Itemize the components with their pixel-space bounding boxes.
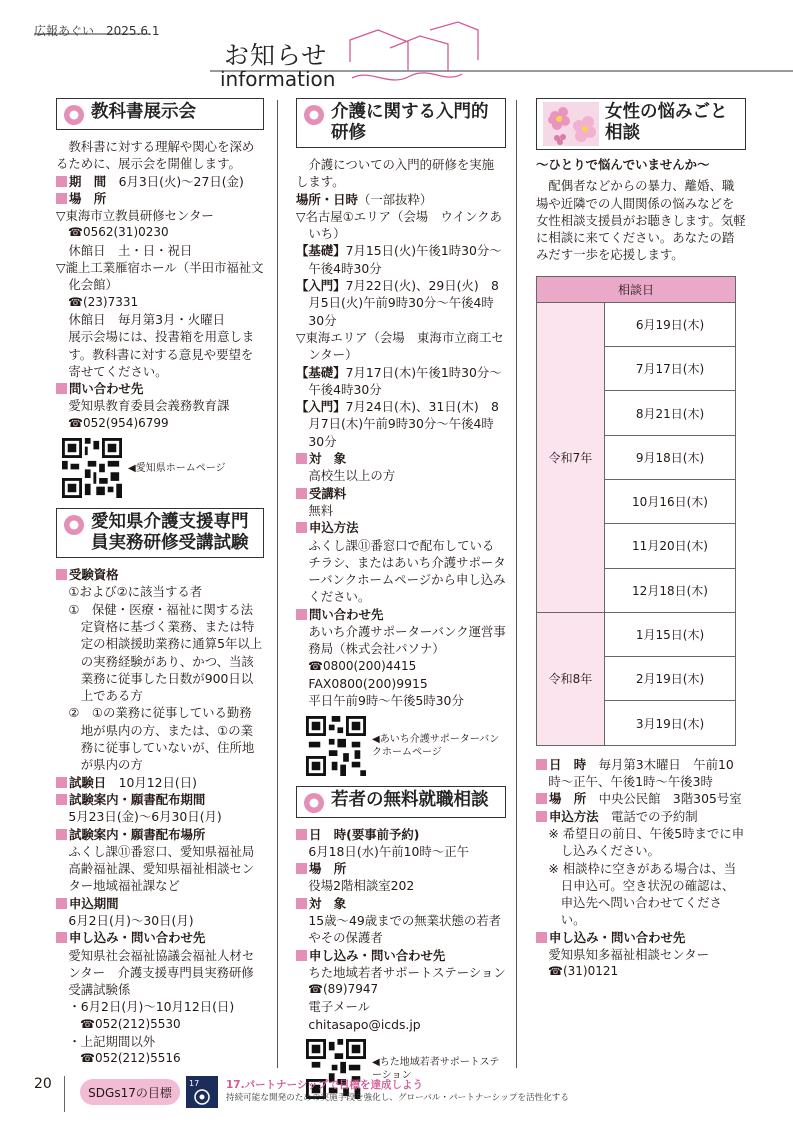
- header-decoration: [0, 0, 793, 100]
- label-note: （一部抜粋）: [357, 191, 433, 207]
- closed-days: 休館日 毎月第3月・火曜日: [68, 311, 225, 327]
- email-label: 電子メール: [308, 999, 371, 1015]
- section-title: 女性の悩みごと相談: [605, 102, 728, 143]
- value: 毎月第3木曜日 午前10時～正午、午後1時～午後3時: [548, 756, 734, 790]
- consultation-schedule-table: [536, 276, 736, 746]
- qr-caption: ◀ちた地域若者サポートステーション: [372, 1057, 500, 1082]
- table-header-row: [537, 276, 736, 302]
- label: 受験資格: [69, 567, 119, 583]
- phone-icon: ☎: [80, 1016, 95, 1031]
- date-cell: 6月19日(木): [605, 302, 736, 346]
- phone-line: ☎052(954)6799: [68, 415, 169, 430]
- label-marker: [56, 569, 67, 580]
- phone-line: ☎052(212)5530: [80, 1016, 181, 1031]
- column-3: [536, 98, 746, 981]
- qr-code-icon[interactable]: [62, 438, 122, 498]
- sdg-17-icon: [186, 1076, 218, 1108]
- sdg-description: 持続可能な開発のための実施手段を強化し、グローバル・パートナーシップを活性化する: [226, 1093, 569, 1103]
- value: 6月18日(水)午前10時～正午: [308, 843, 469, 859]
- label: 対 象: [309, 895, 347, 911]
- label-marker: [536, 793, 547, 804]
- page-subtitle-en: information: [220, 67, 336, 91]
- fax-line: FAX0800(200)9915: [308, 675, 428, 691]
- value: 中央公民館 3階305号室: [598, 791, 742, 807]
- section-intro: 配偶者などからの暴力、離婚、職場や近隣での人間関係の悩みなどを女性相談支援員がお聴きします。気軽に相談に来てください。あなたの踏みだす一歩を応援します。: [536, 178, 746, 263]
- contact-period: ・上記期間以外: [68, 1034, 156, 1050]
- date-cell: 10月16日(木): [605, 479, 736, 523]
- value: 10月12日(日): [118, 774, 197, 790]
- phone-icon: ☎: [80, 1051, 95, 1066]
- phone-icon: ☎: [308, 658, 323, 673]
- label-marker: [296, 609, 307, 620]
- label-marker: [56, 777, 67, 788]
- section-title: 愛知県介護支援専門員実務研修受講試験: [91, 512, 249, 554]
- label-marker: [296, 863, 307, 874]
- section-title: 教科書展示会: [91, 102, 196, 122]
- label-marker: [296, 898, 307, 909]
- label: 申し込み・問い合わせ先: [549, 929, 686, 945]
- tag-basic: 【基礎】: [296, 364, 346, 380]
- label: 場 所: [69, 190, 107, 206]
- value: ふくし課⑪番窓口で配布しているチラシ、またはあいち介護サポーターバンクホームページから申し込みください。: [308, 537, 506, 605]
- value: 15歳～49歳までの無業状態の若者やその保護者: [308, 912, 502, 946]
- table-row: [537, 302, 736, 346]
- label: 場 所: [549, 791, 587, 807]
- phone-line: ☎(23)7331: [68, 294, 139, 309]
- area-line: ▽東海エリア（会場 東海市立商工センター）: [296, 329, 504, 363]
- label: 場 所: [309, 861, 347, 877]
- label: 受講料: [309, 485, 347, 501]
- page-title: お知らせ: [224, 41, 328, 70]
- label: 期 間: [69, 173, 107, 189]
- note: 展示会場には、投書箱を用意します。教科書に対する意見や要望を寄せてください。: [68, 329, 255, 379]
- sdg-title: 17.パートナーシップで目標を達成しよう: [226, 1079, 423, 1091]
- pink-bullet-icon: [63, 514, 85, 536]
- phone-icon: ☎: [308, 982, 323, 997]
- note: ※ 希望日の前日、午後5時までに申し込みください。: [548, 825, 745, 859]
- phone-icon: ☎: [548, 964, 563, 979]
- era-cell: 令和7年: [537, 302, 605, 612]
- phone-icon: ☎: [68, 294, 83, 309]
- value: 5月23日(金)～6月30日(月): [68, 809, 222, 825]
- column-2: [296, 98, 506, 1099]
- value: 7月17日(木)午後1時30分～午後4時30分: [308, 364, 502, 397]
- label-marker: [56, 898, 67, 909]
- label: 申込方法: [549, 808, 599, 824]
- phone-line: ☎0562(31)0230: [68, 225, 169, 240]
- date-cell: 9月18日(木): [605, 435, 736, 479]
- date-cell: 12月18日(木): [605, 568, 736, 612]
- label: 日 時(要事前予約): [309, 826, 420, 842]
- note: ※ 相談枠に空きがある場合は、当日申込可。空き状況の確認は、申込先へ問い合わせてください。: [548, 860, 737, 928]
- value: 7月22日(火)、29日(火) 8月5日(火)午前9時30分～午後4時30分: [308, 278, 499, 328]
- contact-name: 愛知県知多福祉相談センター: [548, 947, 709, 963]
- value: ふくし課⑪番窓口、愛知県福祉局高齢福祉課、愛知県福祉相談センター地域福祉課など: [68, 843, 255, 894]
- date-cell: 8月21日(木): [605, 391, 736, 435]
- label-marker: [56, 932, 67, 943]
- phone-line: ☎(89)7947: [308, 982, 379, 997]
- value: ①および②に該当する者: [68, 584, 203, 600]
- column-divider: [516, 100, 517, 1068]
- label-marker: [536, 932, 547, 943]
- label: 対 象: [309, 451, 347, 467]
- hours-line: 平日午前9時～午後5時30分: [308, 693, 464, 709]
- date-cell: 2月19日(木): [605, 657, 736, 701]
- footer-divider: [64, 1076, 65, 1112]
- label-marker: [296, 453, 307, 464]
- contact-name: あいち介護サポーターバンク運営事務局（株式会社パソナ）: [308, 624, 506, 657]
- tag-intro: 【入門】: [296, 399, 346, 415]
- qr-caption: ◀愛知県ホームページ: [128, 462, 226, 474]
- value: 7月15日(火)午後1時30分～午後4時30分: [308, 243, 502, 276]
- pink-bullet-icon: [63, 104, 85, 126]
- phone-line: ☎052(212)5516: [80, 1051, 181, 1066]
- place-line: ▽東海市立教員研修センター: [56, 208, 214, 224]
- value: 役場2階相談室202: [308, 878, 415, 894]
- qualification-item: ② ①の業務に従事している勤務地が県内の方、または、①の業務に従事していないが、住所地が県内の方: [68, 705, 255, 773]
- label-marker: [296, 950, 307, 961]
- label-marker: [56, 829, 67, 840]
- label-marker: [296, 522, 307, 533]
- section-intro: 教科書に対する理解や関心を深めるために、展示会を開催します。: [56, 139, 255, 172]
- page-number: 20: [34, 1076, 52, 1092]
- qr-caption: ◀あいち介護サポーターバンクホームページ: [372, 733, 500, 758]
- phone-icon: ☎: [68, 225, 83, 240]
- pink-bullet-icon: [303, 792, 325, 814]
- label: 試験案内・願書配布場所: [69, 826, 206, 842]
- label-marker: [56, 193, 67, 204]
- section-header-women-consult: [536, 98, 746, 150]
- label-marker: [296, 829, 307, 840]
- section-subtitle: ～ひとりで悩んでいませんか～: [536, 157, 710, 172]
- section-title: 若者の無料就職相談: [331, 789, 489, 810]
- contact-name: 愛知県社会福祉協議会福祉人材センター 介護支援専門員実務研修受講試験係: [68, 947, 255, 998]
- label-marker: [56, 383, 67, 394]
- qr-code-icon[interactable]: [306, 716, 366, 776]
- tag-basic: 【基礎】: [296, 243, 346, 259]
- label: 申し込み・問い合わせ先: [309, 947, 446, 963]
- contact-period: ・6月2日(月)～10月12日(日): [68, 999, 235, 1015]
- svg-text:17: 17: [189, 1079, 200, 1088]
- value: 6月2日(月)～30日(月): [68, 912, 194, 928]
- table-header: 相談日: [537, 276, 736, 302]
- value: 無料: [308, 502, 334, 518]
- section-intro: 介護についての入門的研修を実施します。: [296, 157, 495, 190]
- table-row: [537, 612, 736, 656]
- date-cell: 7月17日(木): [605, 347, 736, 391]
- label: 問い合わせ先: [309, 606, 384, 622]
- tag-intro: 【入門】: [296, 278, 346, 294]
- qualification-item: ① 保健・医療・福祉に関する法定資格に基づく業務、または特定の相談援助業務に通算5年以上の実務経験があり、かつ、当該業務に従事した日数が900日以上である方: [68, 601, 263, 704]
- date-cell: 1月15日(木): [605, 612, 736, 656]
- value: 高校生以上の方: [308, 468, 396, 484]
- place-line: ▽瀧上工業雁宿ホール（半田市福祉文化会館）: [56, 260, 264, 293]
- label-marker: [536, 811, 547, 822]
- label: 申込方法: [309, 520, 359, 536]
- section-header-care-training: [296, 98, 506, 148]
- label: 問い合わせ先: [69, 381, 144, 397]
- flower-icon: [543, 102, 599, 146]
- date-cell: 11月20日(木): [605, 524, 736, 568]
- label: 試験案内・願書配布期間: [69, 791, 206, 807]
- date-cell: 3月19日(木): [605, 701, 736, 745]
- label: 試験日: [69, 774, 107, 790]
- phone-line: ☎0800(200)4415: [308, 658, 417, 673]
- column-1: [56, 98, 264, 1068]
- area-line: ▽名古屋①エリア（会場 ウインクあいち）: [296, 208, 502, 242]
- pink-bullet-icon: [303, 104, 325, 126]
- email-link[interactable]: chitasapo@icds.jp: [308, 1016, 421, 1032]
- label-marker: [56, 176, 67, 187]
- label: 場所・日時: [296, 191, 358, 207]
- closed-days: 休館日 土・日・祝日: [68, 242, 193, 258]
- column-divider: [277, 100, 278, 1068]
- section-header-textbook: [56, 98, 264, 130]
- label-marker: [56, 794, 67, 805]
- sdg-label: SDGs17の目標: [80, 1079, 180, 1105]
- label: 申込期間: [69, 895, 119, 911]
- value: 6月3日(火)～27日(金): [118, 173, 244, 189]
- phone-line: ☎(31)0121: [548, 964, 619, 979]
- section-header-care-exam: [56, 508, 264, 558]
- phone-icon: ☎: [68, 415, 83, 430]
- value: 電話での予約制: [610, 808, 698, 824]
- value: 7月24日(木)、31日(木) 8月7日(木)午前9時30分～午後4時30分: [308, 399, 499, 449]
- header-publication: 広報あぐい 2025.6.1: [34, 24, 160, 38]
- label-marker: [536, 759, 547, 770]
- era-cell: 令和8年: [537, 612, 605, 745]
- section-title: 介護に関する入門的研修: [331, 102, 489, 143]
- contact-name: ちた地域若者サポートステーション: [308, 964, 506, 980]
- section-header-youth-job: [296, 786, 506, 818]
- label-marker: [296, 488, 307, 499]
- contact-name: 愛知県教育委員会義務教育課: [68, 398, 230, 414]
- label: 日 時: [549, 756, 587, 772]
- label: 申し込み・問い合わせ先: [69, 930, 206, 946]
